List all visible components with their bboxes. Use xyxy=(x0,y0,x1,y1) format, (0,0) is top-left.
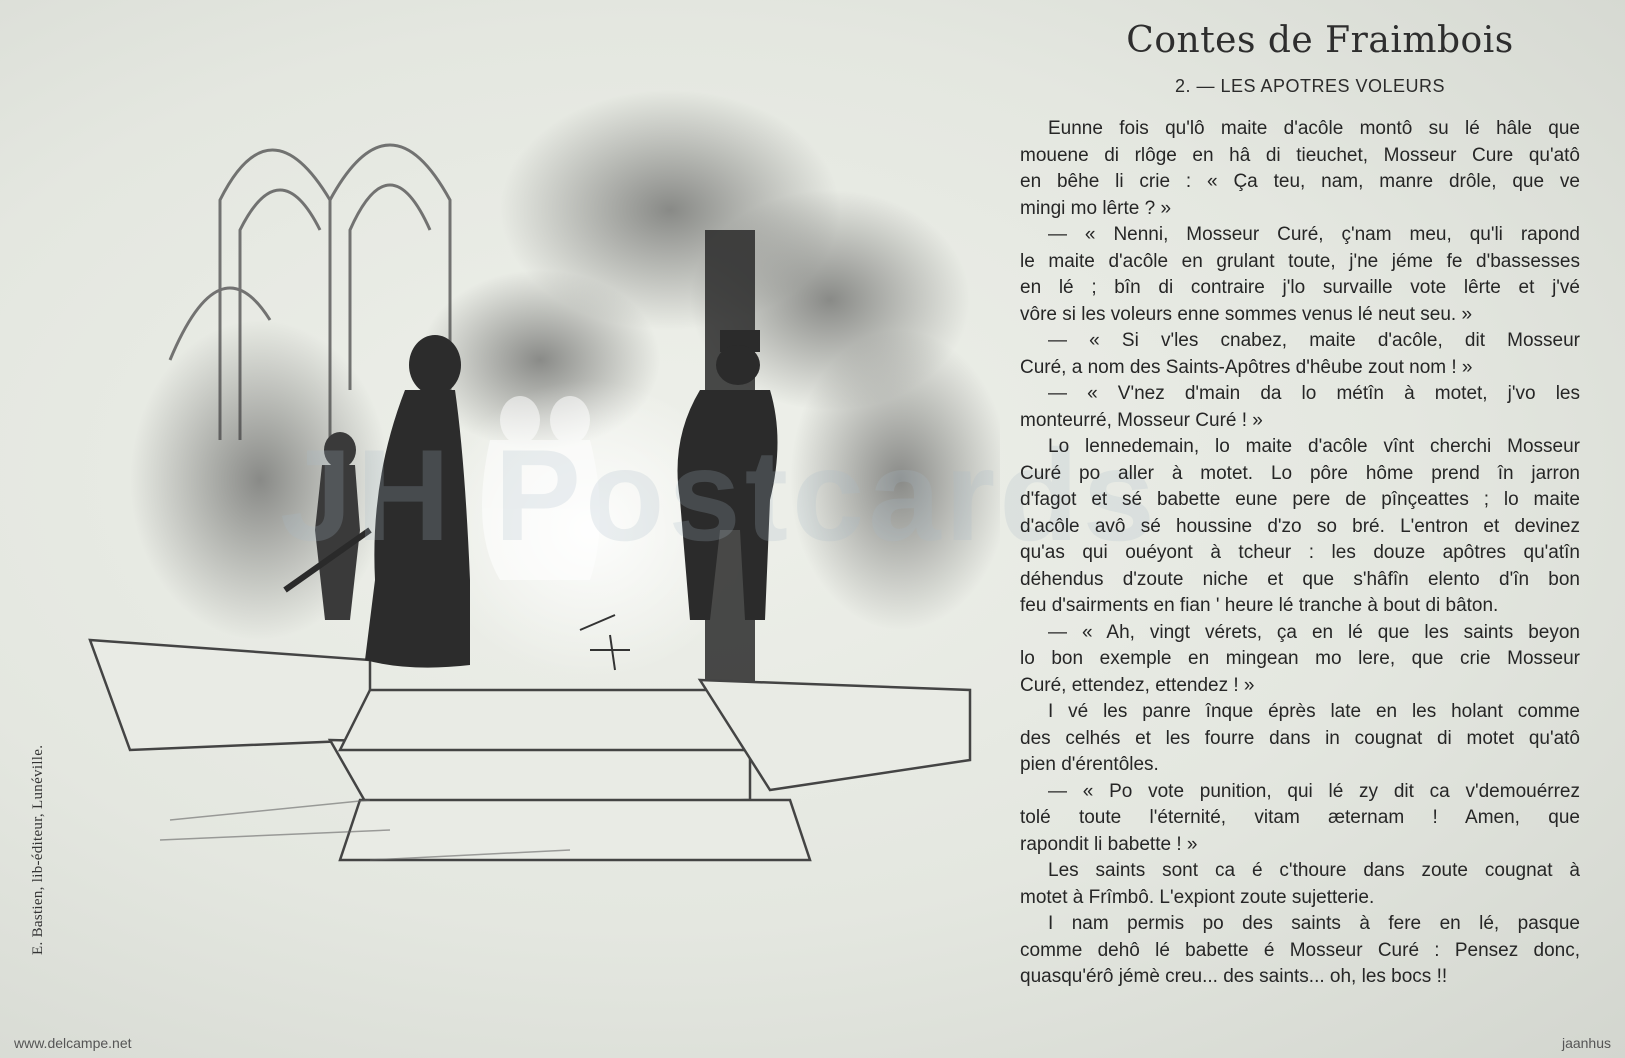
story-line: mouene di rlôge en hâ di tieuchet, Mosseur Cure qu'atô xyxy=(1020,144,1580,166)
series-title: Contes de Fraimbois xyxy=(1126,20,1514,61)
story-line: rapondit li babette ! » xyxy=(1020,833,1198,855)
story-line: comme dehô lé babette é Mosseur Curé : Pensez donc, xyxy=(1020,939,1580,961)
story-line: en bêhe li crie : « Ça teu, nam, manre drôle, que ve xyxy=(1020,171,1580,192)
story-line: pien d'érentôles. xyxy=(1020,754,1159,775)
story-line: d'fagot et sé babette eune pere de pînçeattes ; lo maite xyxy=(1020,489,1580,510)
story-line: — « Si v'les cnabez, maite d'acôle, dit Mosseur xyxy=(1048,330,1580,351)
story-line: lo bon exemple en mingean mo lere, que crie Mosseur xyxy=(1020,648,1580,669)
story-line: I nam permis po des saints à fere en lé, pasque xyxy=(1048,913,1580,934)
story-line: d'acôle avô sé houssine d'zo so bré. L'entron et devinez xyxy=(1020,515,1580,537)
story-line: — « Ah, vingt vérets, ça en lé que les saints beyon xyxy=(1048,621,1580,643)
publisher-credit: E. Bastien, lib-éditeur, Lunéville. xyxy=(30,744,46,955)
story-text xyxy=(1020,116,1580,991)
story-line: Curé po aller à motet. Lo pôre hôme prend în jarron xyxy=(1020,462,1580,484)
story-line: I vé les panre înque éprès late en les holant comme xyxy=(1048,701,1580,722)
story-line: motet à Frîmbô. L'expiont zoute sujetterie. xyxy=(1020,886,1375,908)
story-title: 2. — LES APOTRES VOLEURS xyxy=(1174,76,1446,96)
footer xyxy=(0,1028,1625,1058)
story-line: Eunne fois qu'lô maite d'acôle montô su lé hâle que xyxy=(1048,118,1580,139)
story-line: — « Nenni, Mosseur Curé, ç'nam meu, qu'li rapond xyxy=(1048,224,1580,245)
watermark-text: JH Postcards xyxy=(280,422,1159,568)
story-line: Curé, a nom des Saints-Apôtres d'hêube zout nom ! » xyxy=(1020,356,1473,378)
story-line: Lo lennedemain, lo maite d'acôle vînt cherchi Mosseur xyxy=(1048,436,1580,457)
story-line: feu d'sairments en fian ' heure lé tranche à bout di bâton. xyxy=(1020,595,1499,616)
story-line: le maite d'acôle en grulant toute, j'ne jéme fe d'bassesses xyxy=(1020,250,1580,272)
story-line: des celhés et les fourre dans in cougnat di motet qu'atô xyxy=(1020,727,1580,749)
story-line: quasqu'érô jémè creu... des saints... oh, les bocs !! xyxy=(1020,966,1448,987)
footer-site-link[interactable]: www.delcampe.net xyxy=(14,1035,132,1051)
story-line: mingi mo lêrte ? » xyxy=(1020,197,1172,219)
church-scene-illustration xyxy=(70,60,1000,880)
story-line: en lé ; bîn di contraire j'lo survaille vote lêrte et j'vé xyxy=(1020,277,1580,298)
story-line: Les saints sont ca é c'thoure dans zoute cougnat à xyxy=(1048,860,1580,881)
story-line: qu'as qui ouéyont à tcheur : les douze apôtres qu'atîn xyxy=(1020,542,1580,563)
story-line: Curé, ettendez, ettendez ! » xyxy=(1020,674,1255,696)
story-line: — « Po vote punition, qui lé zy dit ca v'demouérrez xyxy=(1048,780,1580,802)
story-line: tolé toute l'éternité, vitam æternam ! Amen, que xyxy=(1020,807,1580,828)
story-line: — « V'nez d'main da lo métîn à motet, j'vo les xyxy=(1048,383,1580,404)
story-line: vôre si les voleurs enne sommes venus lé neut seu. » xyxy=(1020,303,1473,325)
story-line: monteurré, Mosseur Curé ! » xyxy=(1020,409,1263,431)
footer-seller-tag: jaanhus xyxy=(1561,1035,1611,1051)
story-line: déhendus d'zoute niche et que s'hâfîn elento d'în bon xyxy=(1020,568,1580,590)
